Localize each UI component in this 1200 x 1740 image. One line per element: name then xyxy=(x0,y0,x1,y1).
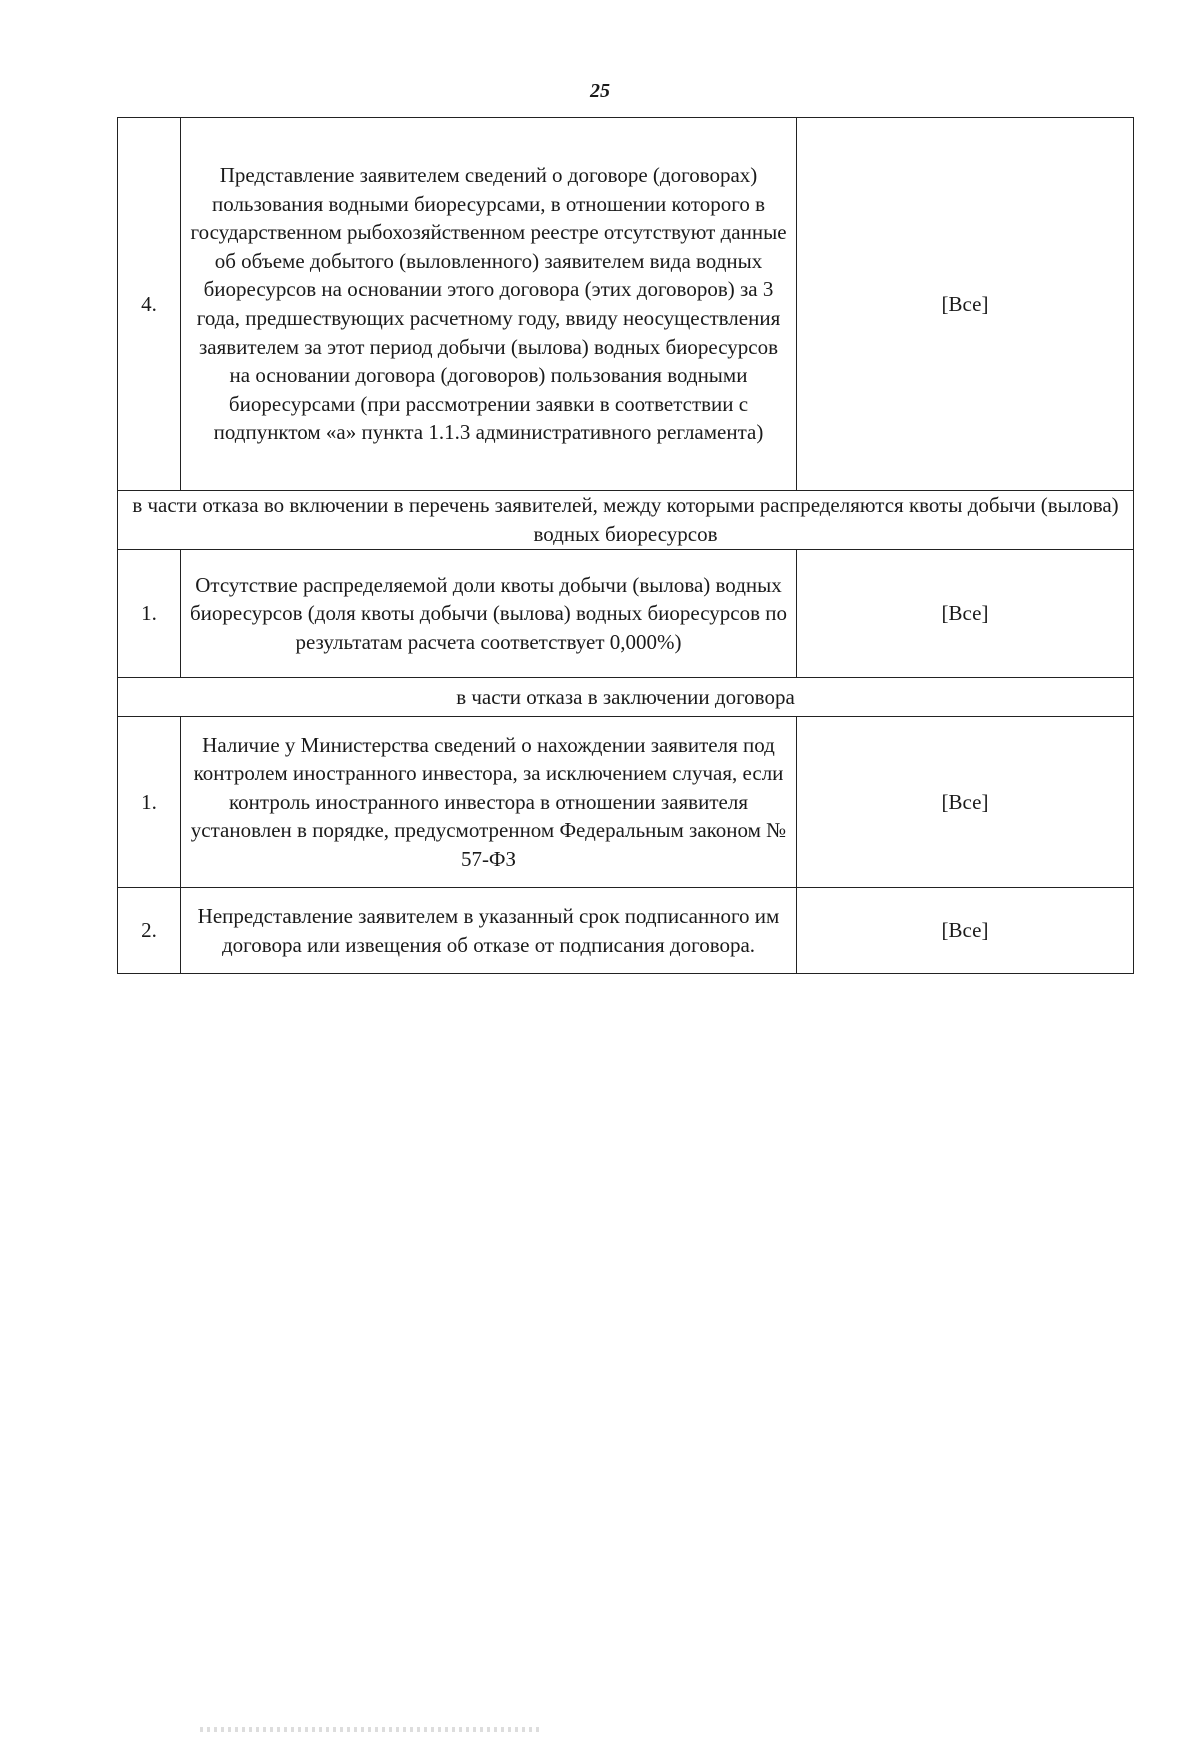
scan-artifact xyxy=(200,1727,540,1732)
section-heading: в части отказа в заключении договора xyxy=(118,678,1134,717)
row-number: 2. xyxy=(118,888,181,974)
table-row xyxy=(118,888,1134,974)
row-text: Отсутствие распределяемой доли квоты добычи (вылова) водных биоресурсов (доля квоты добычи (вылова) водных биоресурсов по результатам расчета соответствует 0,000%) xyxy=(181,550,797,678)
row-value: [Все] xyxy=(797,550,1134,678)
grounds-table xyxy=(117,117,1134,974)
row-text: Наличие у Министерства сведений о нахождении заявителя под контролем иностранного инвестора, за исключением случая, если контроль иностранного инвестора в отношении заявителя установлен в порядке, предусмотренном Федеральным законом № 57-ФЗ xyxy=(181,717,797,888)
row-text: Непредставление заявителем в указанный срок подписанного им договора или извещения об отказе от подписания договора. xyxy=(181,888,797,974)
section-row xyxy=(118,678,1134,717)
row-value: [Все] xyxy=(797,717,1134,888)
row-number: 1. xyxy=(118,550,181,678)
row-number: 1. xyxy=(118,717,181,888)
row-value: [Все] xyxy=(797,118,1134,491)
page-number: 25 xyxy=(590,80,610,102)
table-row xyxy=(118,118,1134,491)
row-text: Представление заявителем сведений о договоре (договорах) пользования водными биоресурсами, в отношении которого в государственном рыбохозяйственном реестре отсутствуют данные об объеме добытого (выловленного) заявителем вида водных биоресурсов на основании этого договора (этих договоров) за 3 года, предшествующих расчетному году, ввиду неосуществления заявителем за этот период добычи (вылова) водных биоресурсов на основании договора (договоров) пользования водными биоресурсами (при рассмотрении заявки в соответствии с подпунктом «а» пункта 1.1.3 административного регламента) xyxy=(181,118,797,491)
row-value: [Все] xyxy=(797,888,1134,974)
table-row xyxy=(118,717,1134,888)
table-row xyxy=(118,550,1134,678)
section-row xyxy=(118,491,1134,550)
section-heading: в части отказа во включении в перечень заявителей, между которыми распределяются квоты добычи (вылова) водных биоресурсов xyxy=(118,491,1134,550)
row-number: 4. xyxy=(118,118,181,491)
